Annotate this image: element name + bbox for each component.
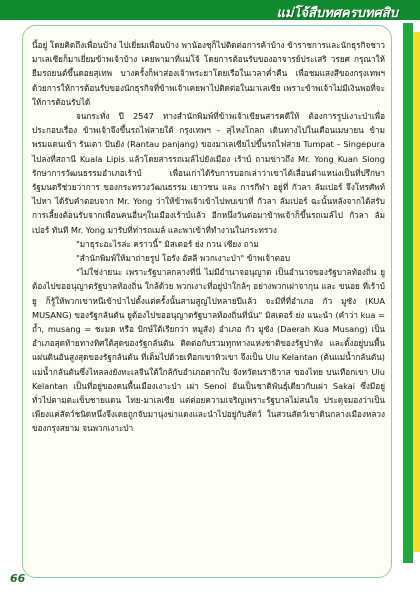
header-title: แม่โจ้สืบทศครบทศสิบ	[276, 6, 398, 21]
side-bar-yellow	[413, 32, 420, 552]
paragraph: นี้อยู่ โดยคิดถึงเพื่อนบ้าง ไปเยี่ยมเพื่อนบ้าง พาน้องชุก็ไปติดต่อการค้าบ้าง ข้าราชการและนักธุรกิจชาวมาเลเซียก็มาเยี่ยมข้าพเจ้าบ้าง เคยพามาที่แม่โจ้ โดยการต้อนรับของอาจารย์ประเสริ วรยศ กรุณาให้ยืมรถยนต์ขึ้นดอยสุเทพ บางครั้งก็พาส่องเจ้าพระยาโดยเรือในเวลาค่ำคืน เพื่อชมแสงสีของกรุงเทพฯ ด้วยการให้การต้อนรับของนักธุรกิจที่ข้าพเจ้าเคยพาไปติดต่อในมาเลเซีย เพราะข้าพเจ้าไม่มีเงินพอที่จะให้การต้อนรับได้	[32, 40, 385, 107]
side-bar-green	[403, 23, 413, 563]
paragraph: "ไม่ใช่ง่ายนะ เพราะรัฐบาลกลางที่นี่ ไม่มีอำนาจอนุญาต เป็นอำนาจของรัฐบาลท้องถิ่น ยูต้องไปขออนุญาตรัฐบาลท้องถิ่น ใกล้ด้วย พวกเงาะที่อยู่ป่าใกล้ๆ อย่างพวกเผ่าจากุน และ ขนอย ที่เร้าบ์ ยู ก็รู้ให้พวกเขาหนีเข้าป่าไปตั้งแต่ครั้งนั้นสามสูญไปหลายปีแล้ว จะมีที่ที่อำเภอ กัว มูซัง (KUA MUSANG) ของรัฐกลันตัน ยูต้องไปขออนุญาตรัฐบาลท้องถิ่นที่นั่น" มิสเตอร์ ย่ง แนะนำ (คำว่า kua = ถ้ำ, musang = ชะมด หรือ ปักษ์ใต้เรียกว่า หมูสัง) อำเภอ กัว มูซัง (Daerah Kua Musang) เป็นอำเภอสุดท้ายทางทิศใต้สุดของรัฐกลันตัน ติดต่อกับรวมทุกทางแห่งชาติของรัฐปาหัง และตั้งอยู่บนพื้นแผ่นดินอันสูงสุดของรัฐกลันตัน ที่เต็มไปด้วยเทือกเขาทิวเขา จึงเป็น Ulu Kelantan (ต้นแม่น้ำกลันตัน) แม่น้ำกลันตันซึ่งไหลลงยังทะเลจีนใต้ใกล้กับอำเภอตากใบ จังหวัดนราธิวาส ของไทย บนเทือกเขา Ulu Kelantan เป็นที่อยู่ของคนพื้นเมืองเงาะป่า เผ่า Senoi อันเป็นชาติพันธุ์เดียวกับเผ่า Sakai ซึ่งมีอยู่ทั่วไปตามตะเข็บชายแดน ไทย-มาเลเซีย แต่ต่อยความเจริญเพราะรัฐบาลไม่สนใจ ประดุจมองว่าเป็นเพียงแค่สัตว์ชนิดหนึ่งจึงเดยถูกจับมานุ่งฆ่าแดงและนำไปอยู่กับสัตว์ ในสวนสัตว์เขาดินกลางเมืองหลวงของกรุงสยาม จนพวกเงาะป่า	[32, 267, 385, 434]
paragraph: จนกระทั่ง ปี 2547 ทางสำนักพิมพ์ที่ข้าพเจ้าเขียนสารคดีให้ ต้องการรูปเงาะป่าเพื่อประกอบเรื่อง ข้าพเจ้าจึงขึ้นรถไฟสายใต้ กรุงเทพฯ – สุไหงโกลก เดินทางไปในเดือนเมษายน ข้ามพรมแดนเข้า รันเตา ปันยัง (Rantau panjang) ของมาเลเซียไปขึ้นรถไฟสาย Tumpat – Singepura ไปลงที่สถานี Kuala Lipis แล้วโดยสารรถเมล์ไปยังเมือง เร้าบ์ ถามข่าวถึง Mr. Yong Kuan Siong รักษาการวัฒนธรรมอำเภอเร้าบ์ เพื่อนเก่าได้รับการบอกเล่าว่าเขาได้เลื่อนตำแหน่งเป็นที่ปรึกษา รัฐมนตรีช่วยว่าการ ของกระทรวงวัฒนธรรม เยาวชน และ การกีฬา อยู่ที่ กัวลา ลัมเปอร์ จึงโทรศัพท์ไปหา ได้รับคำตอบจาก Mr. Yong ว่าให้ข้าพเจ้าเข้าไปพบเขาที่ กัวลา ลัมเปอร์ ฉะนั้นหลังจากได้สรับการเลี้ยงต้อนรับจากเพื่อนคนอื่นๆในเมืองเร้าบ์แล้ว อีกหนึ่งวันต่อมาข้าพเจ้าก็ขึ้นรถเมล์ไป กัวลา ลัมเปอร์ ทันที Mr. Yong มารับที่ท่ารถเมล์ และพาเข้าที่ทำงานในกระทรวง	[32, 111, 385, 235]
article-body	[32, 38, 385, 436]
paragraph: "สำนักพิมพ์ให้มาถ่ายรูป โอรัง อัสลี พวกเงาะป่า" ข้าพเจ้าตอบ	[76, 253, 291, 264]
page-number: 66	[10, 572, 26, 585]
paragraph: "มาธุระอะไรล่ะ คราวนี้" มิสเตอร์ ย่ง กวน เซียง ถาม	[76, 238, 259, 249]
header-bar	[0, 0, 420, 20]
